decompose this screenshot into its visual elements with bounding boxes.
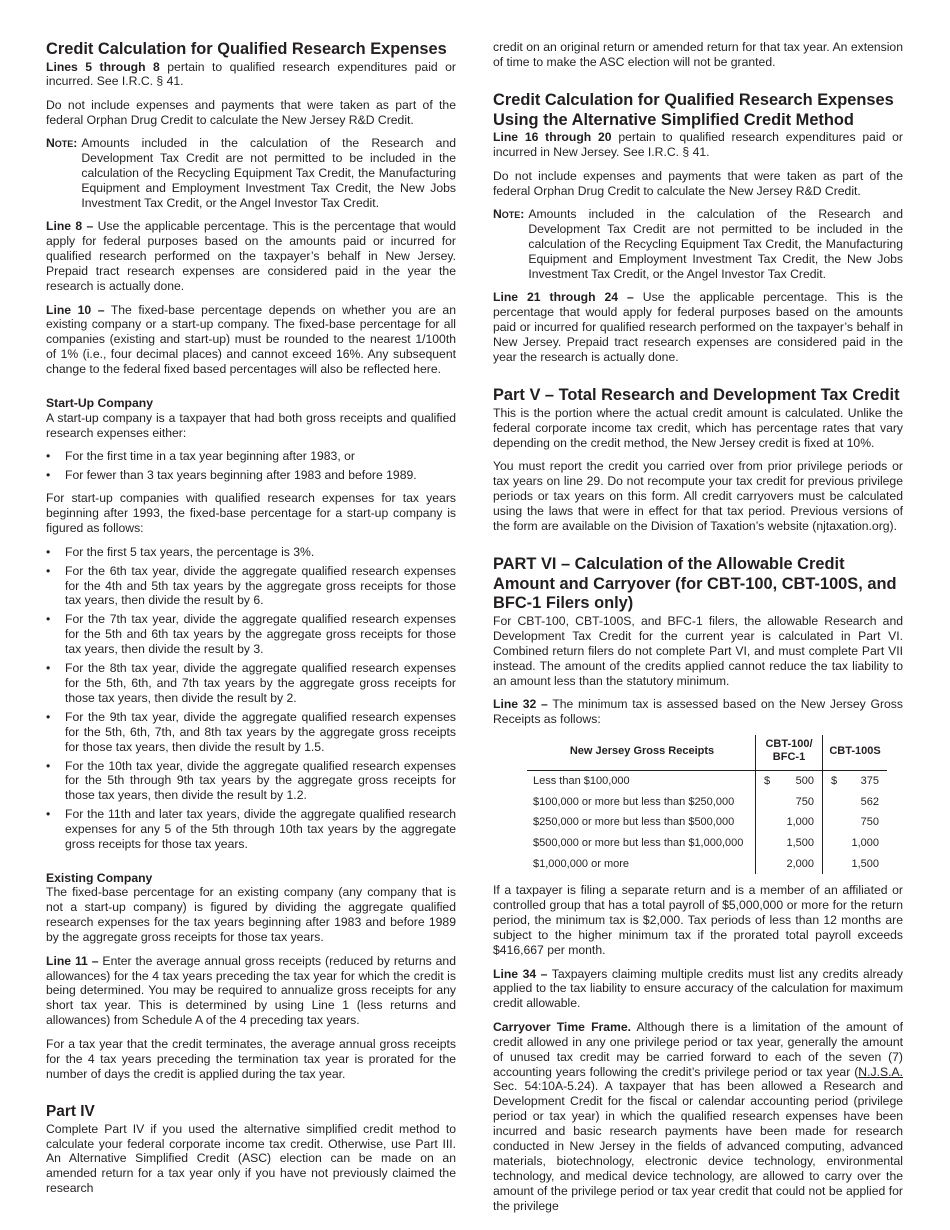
lead-lines-5-8: Lines 5 through 8 <box>46 59 160 74</box>
note-label: Note: <box>46 136 78 151</box>
cell-cbt100s: 562 <box>860 795 879 808</box>
cell-cbt100: 750 <box>756 792 823 813</box>
para-part-4: Complete Part IV if you used the alternative simplified credit method to calculate your federal corporate income tax credit. Otherwise, use Part III. An Alternative Simplified Credit (ASC) election can be made on an amended return for a tax year only if you have not previously claimed the research <box>46 1121 456 1196</box>
cell-range: Less than $100,000 <box>533 775 630 788</box>
cell-cbt100s: 750 <box>860 816 879 829</box>
note-block-2 <box>493 207 903 282</box>
lead-line-10: Line 10 – <box>46 302 105 317</box>
list-item: • For the 9th tax year, divide the aggregate qualified research expenses for the 5th, 6th, 7th, and 8th tax years by the aggregate gross receipts for those tax years, then divide the result by 1.5. <box>46 710 456 755</box>
currency-sign: $ <box>764 775 771 788</box>
para-orphan-drug-2: Do not include expenses and payments that were taken as part of the federal Orphan Drug Credit to calculate the New Jersey R&D Credit. <box>493 168 903 198</box>
heading-qre: Credit Calculation for Qualified Research Expenses <box>46 40 447 58</box>
cell-value: 375 <box>860 775 879 788</box>
text-line-11: Enter the average annual gross receipts (reduced by returns and allowances) for the 4 tax years preceding the tax year for which the credit is being determined. You may be required to annualize gross receipts for any short tax year. This is determined by using Line 1 (less returns and allowances) from Schedule A of the 4 preceding tax years. <box>46 953 456 1028</box>
cell-range: $1,000,000 or more <box>533 857 630 870</box>
note-label: Note: <box>493 207 525 222</box>
text-line-32: The minimum tax is assessed based on the New Jersey Gross Receipts as follows: <box>493 697 903 726</box>
para-carryover: You must report the credit you carried over from prior privilege periods or tax years on line 29. Do not recompute your tax credit for previous privilege periods or tax years on this form. All credit carryovers must be calculated using the laws that were in effect for that tax period. Previous versions of the form are available on the Division of Taxation’s website (njtaxation.org). <box>493 459 903 533</box>
cell-range: $250,000 or more but less than $500,000 <box>533 816 735 829</box>
note-text: Amounts included in the calculation of the Research and Development Tax Credit are not permitted to be included in the calculation of the Recycling Equipment Tax Credit, the Manufacturing Equipment and Employment Investment Tax Credit, the New Jobs Investment Tax Credit, or the Angel Investor Tax Credit. <box>81 136 456 210</box>
cell-cbt100: 1,500 <box>756 833 823 854</box>
para-existing: The fixed-base percentage for an existing company (any company that is not a start-up company) is figured by dividing the aggregate qualified research expenses for the tax years beginning after 1983 and before 1989 by the aggregate gross receipts for those tax years. <box>46 885 456 945</box>
table-row <box>527 854 887 875</box>
cell-value: 500 <box>795 775 814 788</box>
text-line-16: pertain to qualified research expenditures paid or incurred in New Jersey. See I.R.C. § 41. <box>493 130 903 160</box>
cell-cbt100s: 1,500 <box>851 857 879 870</box>
cell-range: $100,000 or more but less than $250,000 <box>533 795 735 808</box>
text-line-8: Use the applicable percentage. This is the percentage that would apply for federal purposes based on the amounts paid or incurred for qualified research performed on the taxpayer’s behalf in New Jersey. Prepaid tract research expenses are considered paid in the year the research is actually done. <box>46 219 456 294</box>
table-row <box>527 792 887 813</box>
para-line-34 <box>493 967 903 1012</box>
para-part-5: This is the portion where the actual credit amount is calculated. Unlike the federal corporate income tax credit, which has percentage rates that vary depending on the credit method, the New Jersey credit is fixed at 10%. <box>493 405 903 450</box>
para-line-11 <box>46 954 456 1029</box>
lead-line-21: Line 21 through 24 – <box>493 290 634 305</box>
table-row <box>527 771 887 792</box>
para-line-8 <box>46 219 456 294</box>
cell-cbt100s <box>823 771 888 792</box>
list-item: • For the 11th and later tax years, divide the aggregate qualified research expenses for any 5 of the 5th through 10th tax years by the aggregate gross receipts for those tax years. <box>46 807 456 852</box>
lead-line-11: Line 11 – <box>46 953 99 968</box>
minimum-tax-table <box>527 735 887 874</box>
left-column <box>46 40 456 1205</box>
heading-part-5: Part V – Total Research and Development Tax Credit <box>493 386 900 405</box>
note-block <box>46 136 456 211</box>
right-column <box>493 40 903 1222</box>
para-part-6: For CBT-100, CBT-100S, and BFC-1 filers, the allowable Research and Development Tax Credit for the current year is calculated in Part VI. Combined return filers do not complete Part VI, and must complete Part VII instead. The amount of the credits applied cannot reduce the tax liability to an amount less than the statutory minimum. <box>493 613 903 688</box>
para-line-10 <box>46 303 456 378</box>
list-item: • For the first 5 tax years, the percentage is 3%. <box>46 545 456 560</box>
heading-existing: Existing Company <box>46 870 153 885</box>
para-affiliated: If a taxpayer is filing a separate return and is a member of an affiliated or controlled group that has a total payroll of $5,000,000 or more for the return period, the minimum tax is $2,000. Tax periods of less than 12 months are subject to the higher minimum tax if the prorated total payroll exceeds $416,667 per month. <box>493 883 903 958</box>
para-line-32 <box>493 697 903 727</box>
calc-bullets <box>46 545 456 852</box>
cell-cbt100s: 1,000 <box>851 837 879 850</box>
para-startup-2: For start-up companies with qualified research expenses for tax years beginning after 1993, the fixed-base percentage for a start-up company is figured as follows: <box>46 491 456 536</box>
table-row <box>527 833 887 854</box>
cell-cbt100 <box>756 771 823 792</box>
text-line-34: Taxpayers claiming multiple credits must list any credits already applied to the tax liability to ensure accuracy of the calculation for maximum credit allowable. <box>493 966 903 1011</box>
para-line-21 <box>493 290 903 365</box>
para-terminate: For a tax year that the credit terminates, the average annual gross receipts for the 4 tax years preceding the termination tax year is prorated for the number of days the credit is applied during the tax year. <box>46 1036 456 1081</box>
text-ctf-2: Sec. 54:10A-5.24). A taxpayer that has been allowed a Research and Development Credit for the fiscal or calendar accounting period (privilege period or tax year) in which the qualified research expenses have been incurred and basic research payments have been made for research conducted in New Jersey in the fields of advanced computing, advanced materials, biotechnology, electronic device technology, environmental technology, and medical device technology, are allowed to carry over the amount of the privilege period or tax year credit that could not be applied for the privilege <box>493 1079 903 1213</box>
text-line-10: The fixed-base percentage depends on whether you are an existing company or a start-up company. The fixed-base percentage for all companies (existing and start-up) must be rounded to the nearest 1/100th of 1% (i.e., four decimal places) and cannot exceed 16%. Any subsequent change to the federal fixed based percentages will also be reflected here. <box>46 302 456 377</box>
table-row <box>527 813 887 834</box>
list-item: • For the 7th tax year, divide the aggregate qualified research expenses for the 5th and 6th tax years by the aggregate gross receipts for those tax years, then divide the result by 3. <box>46 612 456 657</box>
para-continued: credit on an original return or amended return for that tax year. An extension of time to make the ASC election will not be granted. <box>493 40 903 69</box>
lead-line-34: Line 34 – <box>493 966 548 981</box>
lead-line-16: Line 16 through 20 <box>493 130 612 145</box>
text-lines-5-8: pertain to qualified research expenditures paid or incurred. See I.R.C. § 41. <box>46 59 456 89</box>
lead-carryover-time-frame: Carryover Time Frame. <box>493 1019 632 1034</box>
heading-part-6: PART VI – Calculation of the Allowable Credit Amount and Carryover (for CBT-100, CBT-100S, and BFC-1 Filers only) <box>493 555 897 613</box>
lead-line-8: Line 8 – <box>46 219 94 234</box>
list-item: • For the 8th tax year, divide the aggregate qualified research expenses for the 5th, 6th, and 7th tax years by the aggregate gross receipts for those tax years, then divide the result by 2. <box>46 661 456 706</box>
para-startup: A start-up company is a taxpayer that had both gross receipts and qualified research expenses either: <box>46 410 456 440</box>
para-line-16 <box>493 130 903 160</box>
cell-cbt100: 2,000 <box>756 854 823 875</box>
note-text: Amounts included in the calculation of the Research and Development Tax Credit are not permitted to be included in the calculation of the Recycling Equipment Tax Credit, the Manufacturing Equipment and Employment Investment Tax Credit, the New Jobs Investment Tax Credit, or the Angel Investor Tax Credit. <box>528 207 903 281</box>
heading-startup: Start-Up Company <box>46 395 153 410</box>
currency-sign: $ <box>831 775 838 788</box>
citation-njsa: N.J.S.A. <box>858 1064 903 1079</box>
heading-part-4: Part IV <box>46 1103 95 1121</box>
list-item: • For fewer than 3 tax years beginning after 1983 and before 1989. <box>46 468 456 483</box>
para-orphan-drug: Do not include expenses and payments that were taken as part of the federal Orphan Drug Credit to calculate the New Jersey R&D Credit. <box>46 97 456 127</box>
header-cbt100: CBT-100/ BFC-1 <box>756 735 823 771</box>
header-cbt100s: CBT-100S <box>823 735 888 771</box>
heading-asc: Credit Calculation for Qualified Research Expenses Using the Alternative Simplified Credit Method <box>493 91 894 129</box>
text-line-21: Use the applicable percentage. This is the percentage that would apply for federal purposes based on the amounts paid or incurred for qualified research performed on the taxpayer’s behalf in New Jersey. Prepaid tract research expenses are considered paid in the year the research is actually done. <box>493 290 903 364</box>
table-header-row <box>527 735 887 771</box>
list-item: • For the 10th tax year, divide the aggregate qualified research expenses for the 5th through 9th tax years by the aggregate gross receipts for those tax years, then divide the result by 1.2. <box>46 759 456 804</box>
para-lines-5-8 <box>46 60 456 90</box>
cell-range: $500,000 or more but less than $1,000,000 <box>533 837 744 850</box>
cell-cbt100: 1,000 <box>756 813 823 834</box>
list-item: • For the 6th tax year, divide the aggregate qualified research expenses for the 4th and 5th tax years by the aggregate gross receipts for those tax years, then divide the result by 6. <box>46 564 456 609</box>
lead-line-32: Line 32 – <box>493 697 548 712</box>
startup-bullets <box>46 449 456 483</box>
para-carryover-time-frame <box>493 1020 903 1214</box>
header-gross-receipts: New Jersey Gross Receipts <box>527 735 756 771</box>
text-ctf-1: Although there is a limitation of the amount of credit allowed in any one privilege period or tax year, generally the amount of unused tax credit may be carried forward to each of the seven (7) accounting years following the credit’s privilege period or tax year ( <box>493 1019 903 1079</box>
list-item: • For the first time in a tax year beginning after 1983, or <box>46 449 456 464</box>
